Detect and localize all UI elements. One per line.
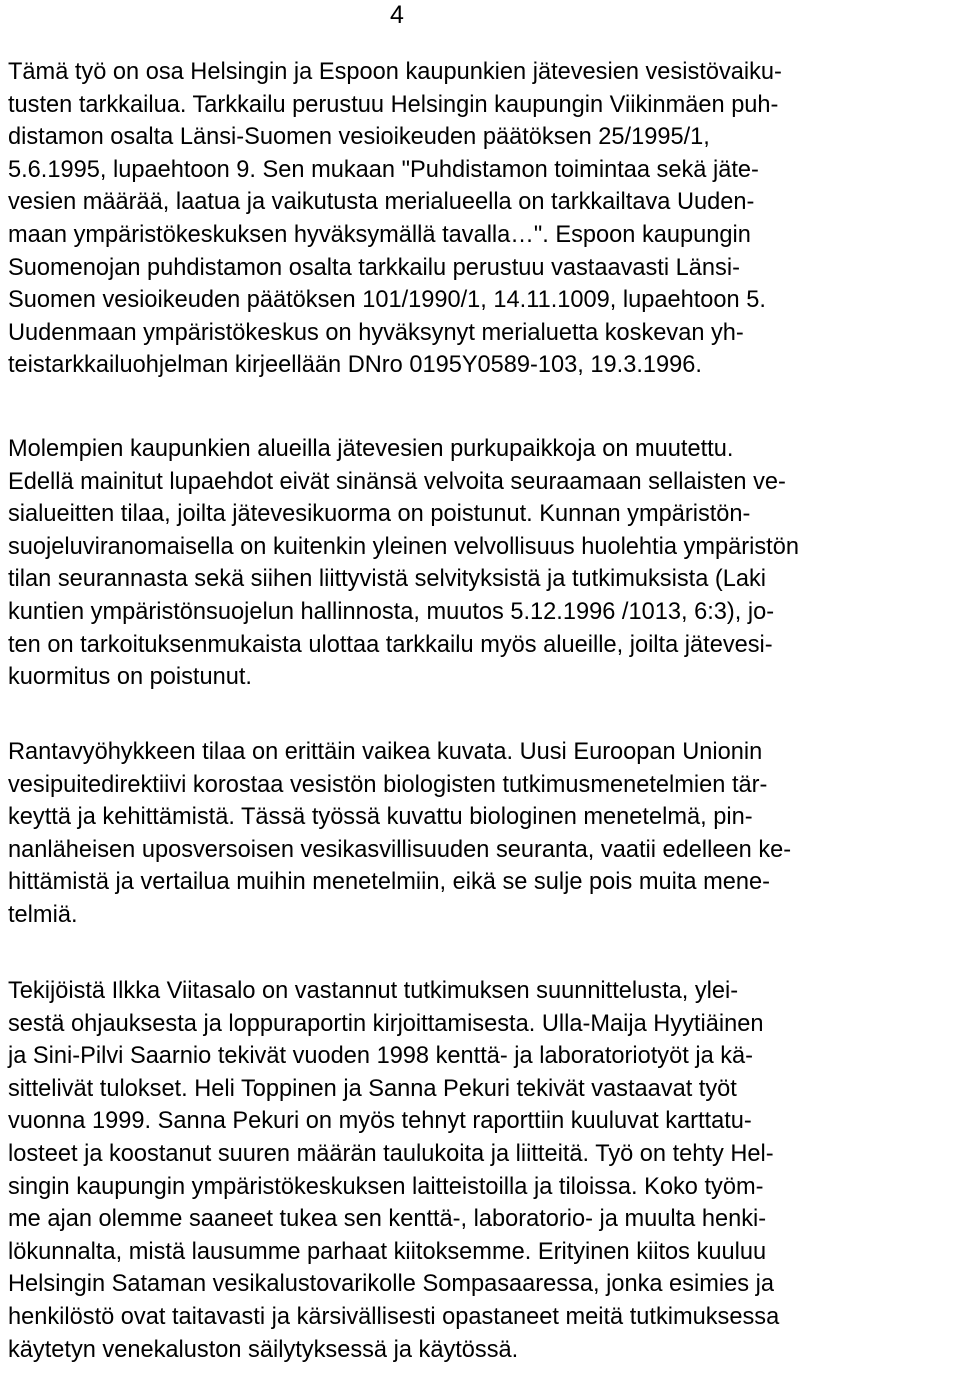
text-line: teistarkkailuohjelman kirjeellään DNro 0195Y0589-103, 19.3.1996. — [8, 351, 702, 379]
text-line: suojeluviranomaisella on kuitenkin yleinen velvollisuus huolehtia ympäristön — [8, 532, 799, 560]
paragraph-2 — [8, 433, 960, 694]
text-line: maan ympäristökeskuksen hyväksymällä tavalla…". Espoon kaupungin — [8, 220, 751, 248]
text-line: henkilöstö ovat taitavasti ja kärsivällisesti opastaneet meitä tutkimuksessa — [8, 1302, 780, 1330]
paragraph-4 — [8, 975, 960, 1366]
text-line: Rantavyöhykkeen tilaa on erittäin vaikea kuvata. Uusi Euroopan Unionin — [8, 738, 763, 765]
text-line: tusten tarkkailua. Tarkkailu perustuu Helsingin kaupungin Viikinmäen puh- — [8, 90, 779, 118]
text-line: hittämistä ja vertailua muihin menetelmiin, eikä se sulje pois muita mene- — [8, 868, 770, 896]
text-line: vuonna 1999. Sanna Pekuri on myös tehnyt raporttiin kuuluvat karttatu- — [8, 1107, 752, 1135]
text-line: telmiä. — [8, 900, 78, 928]
text-line: distamon osalta Länsi-Suomen vesioikeuden päätöksen 25/1995/1, — [8, 123, 710, 151]
text-line: Tämä työ on osa Helsingin ja Espoon kaupunkien jätevesien vesistövaiku- — [8, 58, 782, 85]
text-line: kuntien ympäristönsuojelun hallinnosta, muutos 5.12.1996 /1013, 6:3), jo- — [8, 597, 775, 625]
text-line: lökunnalta, mistä lausumme parhaat kiitoksemme. Erityinen kiitos kuuluu — [8, 1237, 767, 1265]
text-line: me ajan olemme saaneet tukea sen kenttä-, laboratorio- ja muulta henki- — [8, 1205, 767, 1233]
text-line: tilan seurannasta sekä siihen liittyvistä selvityksistä ja tutkimuksista (Laki — [8, 565, 767, 593]
text-line: nanläheisen uposversoisen vesikasvillisuuden seuranta, vaatii edelleen ke- — [8, 835, 792, 863]
text-line: sestä ohjauksesta ja loppuraportin kirjoittamisesta. Ulla-Maija Hyytiäinen — [8, 1009, 764, 1037]
text-line: losteet ja koostanut suuren määrän taulukoita ja liitteitä. Työ on tehty Hel- — [8, 1139, 774, 1167]
text-line: Edellä mainitut lupaehdot eivät sinänsä velvoita seuraamaan sellaisten ve- — [8, 467, 786, 495]
text-line: ja Sini-Pilvi Saarnio tekivät vuoden 1998 kenttä- ja laboratoriotyöt ja kä- — [8, 1042, 754, 1070]
text-line: Helsingin Sataman vesikalustovarikolle Sompasaaressa, jonka esimies ja — [8, 1270, 774, 1298]
text-line: vesien määrää, laatua ja vaikutusta merialueella on tarkkailtava Uuden- — [8, 188, 755, 216]
text-line: singin kaupungin ympäristökeskuksen laitteistoilla ja tiloissa. Koko työm- — [8, 1172, 764, 1200]
text-line: kuormitus on poistunut. — [8, 663, 252, 691]
text-line: vesipuitedirektiivi korostaa vesistön biologisten tutkimusmenetelmien tär- — [8, 770, 768, 798]
text-line: käytetyn venekaluston säilytyksessä ja käytössä. — [8, 1335, 519, 1363]
text-line: Uudenmaan ympäristökeskus on hyväksynyt merialuetta koskevan yh- — [8, 318, 744, 346]
text-line: sialueitten tilaa, joilta jätevesikuorma on poistunut. Kunnan ympäristön- — [8, 500, 751, 528]
text-line: ten on tarkoituksenmukaista ulottaa tarkkailu myös alueille, joilta jätevesi- — [8, 630, 773, 658]
text-line: 5.6.1995, lupaehtoon 9. Sen mukaan "Puhdistamon toimintaa sekä jäte- — [8, 155, 759, 183]
text-line: keyttä ja kehittämistä. Tässä työssä kuvattu biologinen menetelmä, pin- — [8, 803, 753, 831]
page-number: 4 — [390, 1, 404, 29]
text-line: Suomenojan puhdistamon osalta tarkkailu perustuu vastaavasti Länsi- — [8, 253, 740, 281]
text-line: sittelivät tulokset. Heli Toppinen ja Sanna Pekuri tekivät vastaavat työt — [8, 1074, 737, 1102]
paragraph-1 — [8, 56, 960, 382]
text-line: Suomen vesioikeuden päätöksen 101/1990/1, 14.11.1009, lupaehtoon 5. — [8, 286, 766, 314]
paragraph-3 — [8, 736, 960, 932]
text-line: Tekijöistä Ilkka Viitasalo on vastannut tutkimuksen suunnittelusta, ylei- — [8, 977, 739, 1004]
text-line: Molempien kaupunkien alueilla jätevesien purkupaikkoja on muutettu. — [8, 435, 734, 462]
